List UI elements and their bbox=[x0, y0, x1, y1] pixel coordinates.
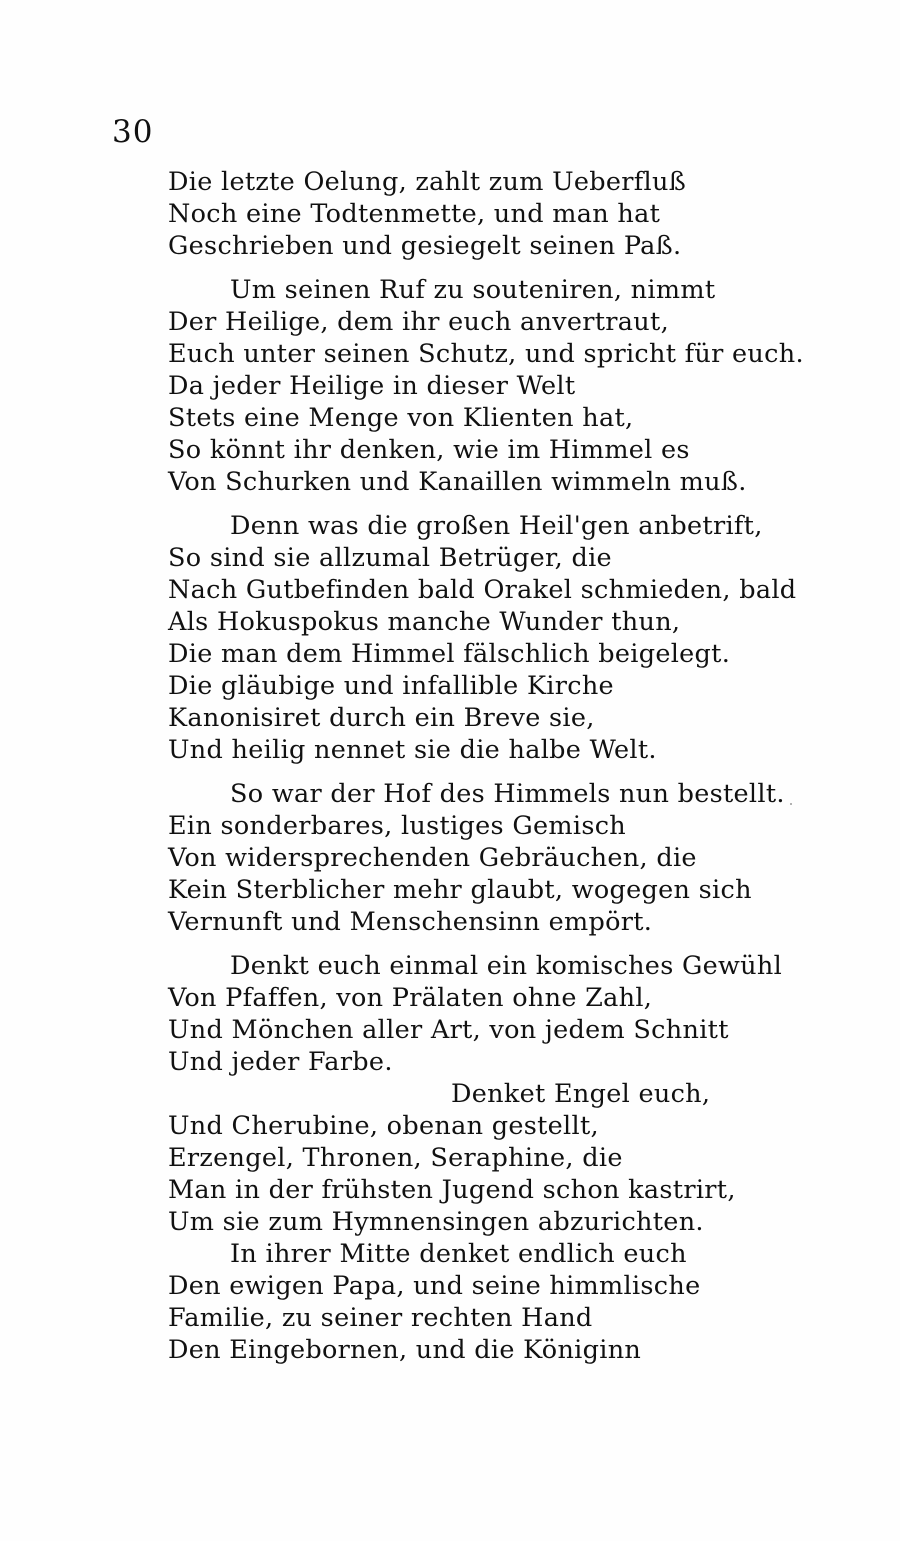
stanza bbox=[168, 166, 808, 262]
verse-line: Um seinen Ruf zu souteniren, nimmt bbox=[230, 275, 716, 305]
verse-line: Und Cherubine, obenan gestellt, bbox=[168, 1111, 599, 1141]
stanza bbox=[168, 1238, 808, 1366]
verse-line: Die letzte Oelung, zahlt zum Ueberfluß bbox=[168, 167, 687, 197]
page-number: 30 bbox=[112, 114, 154, 150]
verse-line: Kanonisiret durch ein Breve sie, bbox=[168, 703, 595, 733]
verse-line: Nach Gutbefinden bald Orakel schmieden, bald bbox=[168, 575, 797, 605]
verse-line: Und Mönchen aller Art, von jedem Schnitt bbox=[168, 1015, 729, 1045]
verse-line: Denkt euch einmal ein komisches Gewühl bbox=[230, 951, 783, 981]
verse-line: Denn was die großen Heil'gen anbetrift, bbox=[230, 511, 763, 541]
verse-line: Denket Engel euch, bbox=[451, 1079, 711, 1109]
verse-line: Und jeder Farbe. bbox=[168, 1047, 393, 1077]
verse-line: So sind sie allzumal Betrüger, die bbox=[168, 543, 612, 573]
verse-line: Geschrieben und gesiegelt seinen Paß. bbox=[168, 231, 682, 261]
verse-line: Und heilig nennet sie die halbe Welt. bbox=[168, 735, 657, 765]
verse-line: So war der Hof des Himmels nun bestellt. bbox=[230, 779, 785, 809]
verse-line: Den ewigen Papa, und seine himmlische bbox=[168, 1271, 701, 1301]
verse-line: Als Hokuspokus manche Wunder thun, bbox=[168, 607, 681, 637]
stanza bbox=[168, 778, 808, 938]
verse-line: Stets eine Menge von Klienten hat, bbox=[168, 403, 634, 433]
verse-line: Von Schurken und Kanaillen wimmeln muß. bbox=[168, 467, 747, 497]
stanza bbox=[168, 510, 808, 766]
verse-line: Erzengel, Thronen, Seraphine, die bbox=[168, 1143, 623, 1173]
verse-line: Von Pfaffen, von Prälaten ohne Zahl, bbox=[168, 983, 653, 1013]
verse-line: Euch unter seinen Schutz, und spricht für euch. bbox=[168, 339, 804, 369]
verse-line: In ihrer Mitte denket endlich euch bbox=[230, 1239, 687, 1269]
verse-line: Den Eingebornen, und die Königinn bbox=[168, 1335, 642, 1365]
verse-line: Vernunft und Menschensinn empört. bbox=[168, 907, 653, 937]
stanza bbox=[168, 274, 808, 498]
verse-line: Um sie zum Hymnensingen abzurichten. bbox=[168, 1207, 704, 1237]
verse-line: Da jeder Heilige in dieser Welt bbox=[168, 371, 576, 401]
verse-line: Familie, zu seiner rechten Hand bbox=[168, 1303, 593, 1333]
stanza bbox=[168, 950, 808, 1238]
verse-line: Kein Sterblicher mehr glaubt, wogegen sich bbox=[168, 875, 752, 905]
verse-line: Von widersprechenden Gebräuchen, die bbox=[168, 843, 697, 873]
poem-text bbox=[168, 166, 808, 1366]
verse-line: Der Heilige, dem ihr euch anvertraut, bbox=[168, 307, 669, 337]
verse-line: Man in der frühsten Jugend schon kastrirt, bbox=[168, 1175, 736, 1205]
verse-line: So könnt ihr denken, wie im Himmel es bbox=[168, 435, 690, 465]
verse-line: Die gläubige und infallible Kirche bbox=[168, 671, 614, 701]
verse-line: Die man dem Himmel fälschlich beigelegt. bbox=[168, 639, 731, 669]
verse-line: Ein sonderbares, lustiges Gemisch bbox=[168, 811, 627, 841]
verse-line: Noch eine Todtenmette, und man hat bbox=[168, 199, 661, 229]
